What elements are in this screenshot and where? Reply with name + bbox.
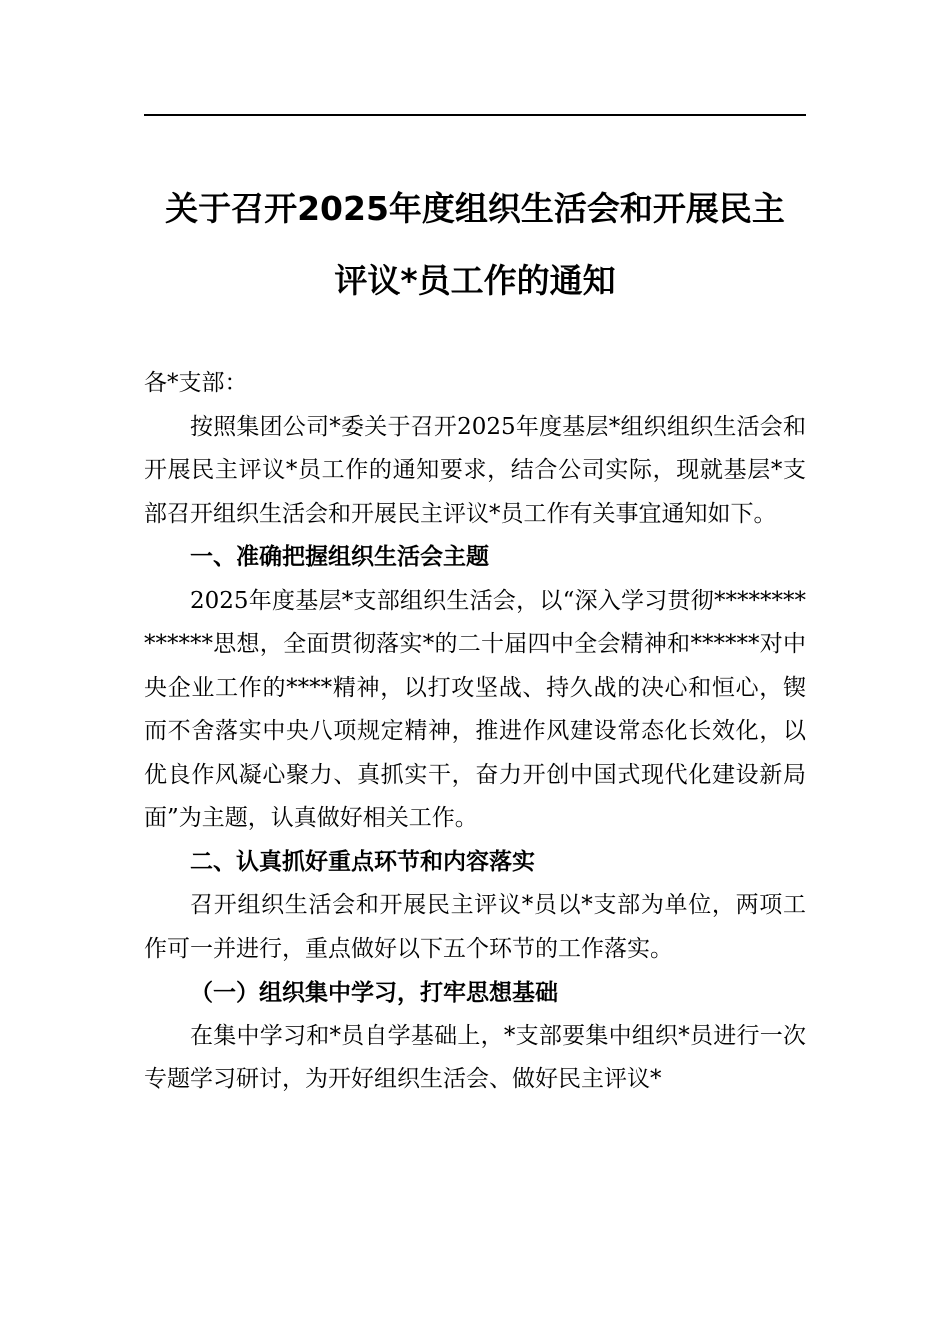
- document-body: [144, 362, 806, 1102]
- salutation: 各*支部：: [144, 370, 248, 396]
- section-1-body: 2025年度基层*支部组织生活会，以“深入学习贯彻**************思想，全面贯彻落实*的二十届四中全会精神和******对中央企业工作的****精神，以打攻坚战、持久战的决心和恒心，锲而不舍落实中央八项规定精神，推进作风建设常态化长效化，以优良作风凝心聚力、真抓实干，奋力开创中国式现代化建设新局面”为主题，认真做好相关工作。: [144, 587, 806, 831]
- title-line-2: 评议*员工作的通知: [334, 261, 616, 300]
- section-2-body: 召开组织生活会和开展民主评议*员以*支部为单位，两项工作可一并进行，重点做好以下五个环节的工作落实。: [144, 892, 806, 962]
- section-2-heading: 二、认真抓好重点环节和内容落实: [190, 848, 535, 875]
- header-rule: [144, 114, 806, 116]
- title-line-1: 关于召开2025年度组织生活会和开展民主: [165, 189, 785, 228]
- document-title: [144, 188, 806, 302]
- section-1-heading: 一、准确把握组织生活会主题: [190, 544, 489, 570]
- intro-paragraph: 按照集团公司*委关于召开2025年度基层*组织组织生活会和开展民主评议*员工作的通知要求，结合公司实际，现就基层*支部召开组织生活会和开展民主评议*员工作有关事宜通知如下。: [144, 413, 806, 527]
- subsection-1-body: 在集中学习和*员自学基础上，*支部要集中组织*员进行一次专题学习研讨，为开好组织生活会、做好民主评议*: [144, 1022, 806, 1092]
- subsection-1-heading: （一）组织集中学习，打牢思想基础: [190, 979, 558, 1006]
